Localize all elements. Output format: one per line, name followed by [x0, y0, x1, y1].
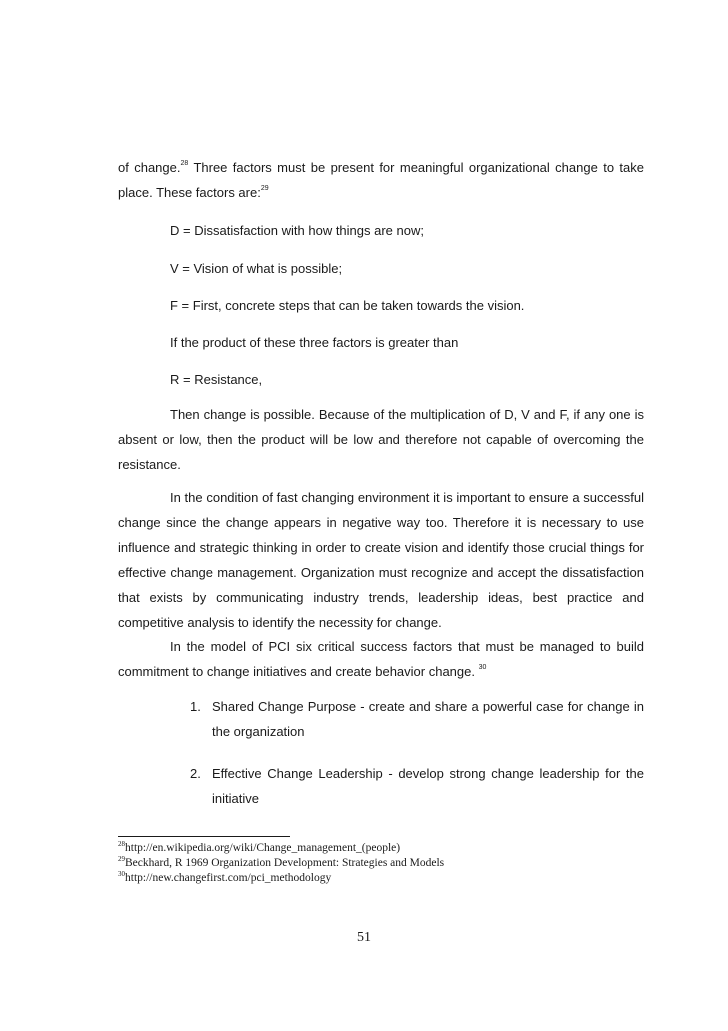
footnote-30	[118, 871, 331, 885]
footnote-link[interactable]: http://new.changefirst.com/pci_methodology	[125, 872, 332, 884]
footnote-ref-29[interactable]: 29	[260, 185, 269, 192]
paragraph-then	[118, 402, 644, 477]
condition-line-5: that exists by communicating industry trends, leadership ideas, best practice and	[118, 590, 644, 605]
footnote-text: Beckhard, R 1969 Organization Development: Strategies and Models	[125, 857, 445, 869]
footnote-link[interactable]: http://en.wikipedia.org/wiki/Change_management_(people)	[125, 842, 401, 854]
footnote-ref-30[interactable]: 30	[478, 664, 487, 671]
paragraph-intro	[118, 155, 644, 205]
model-line-1: In the model of PCI six critical success factors that must be managed to build	[170, 639, 644, 654]
footnote-number: 29	[118, 855, 125, 863]
footnote-separator	[118, 836, 290, 837]
list-item-line-1: Effective Change Leadership - develop strong change leadership for the	[212, 766, 644, 781]
list-item-line-2: the organization	[212, 724, 305, 739]
footnote-number: 28	[118, 840, 125, 848]
factor-v: V = Vision of what is possible;	[170, 261, 343, 276]
intro-line-2: place. These factors are:$^{29}$	[118, 185, 269, 200]
then-line-3: resistance.	[118, 457, 181, 472]
condition-line-2: change since the change appears in negative way too. Therefore it is necessary to use	[118, 515, 644, 530]
footnote-28	[118, 841, 400, 855]
paragraph-condition	[118, 485, 644, 635]
footnote-29	[118, 856, 444, 870]
factor-f: F = First, concrete steps that can be taken towards the vision.	[170, 298, 525, 313]
then-line-1: Then change is possible. Because of the multiplication of D, V and F, if any one is	[170, 407, 644, 422]
factor-d: D = Dissatisfaction with how things are now;	[170, 223, 424, 238]
model-line-2: commitment to change initiatives and create behavior change. $^{30}$	[118, 664, 487, 679]
list-item-line-1: Shared Change Purpose - create and share a powerful case for change in	[212, 699, 644, 714]
condition-line-6: competitive analysis to identify the necessity for change.	[118, 615, 442, 630]
footnote-ref-28[interactable]: 28	[180, 160, 189, 167]
then-line-2: absent or low, then the product will be low and therefore not capable of overcoming the	[118, 432, 644, 447]
paragraph-model	[118, 634, 644, 684]
factor-r: R = Resistance,	[170, 372, 263, 387]
condition-line-3: influence and strategic thinking in order to create vision and identify those crucial things for	[118, 540, 644, 555]
intro-line-1: of change.$^{28}$ Three factors must be present for meaningful organizational change to take	[118, 160, 644, 175]
footnote-number: 30	[118, 870, 125, 878]
list-number: 2.	[190, 766, 201, 781]
page-number: 51	[357, 930, 371, 945]
list-item	[190, 761, 644, 811]
list-item	[190, 694, 644, 744]
list-number: 1.	[190, 699, 201, 714]
list-item-line-2: initiative	[212, 791, 259, 806]
factor-product: If the product of these three factors is greater than	[170, 335, 459, 350]
condition-line-1: In the condition of fast changing environment it is important to ensure a successful	[170, 490, 644, 505]
condition-line-4: effective change management. Organization must recognize and accept the dissatisfaction	[118, 565, 644, 580]
